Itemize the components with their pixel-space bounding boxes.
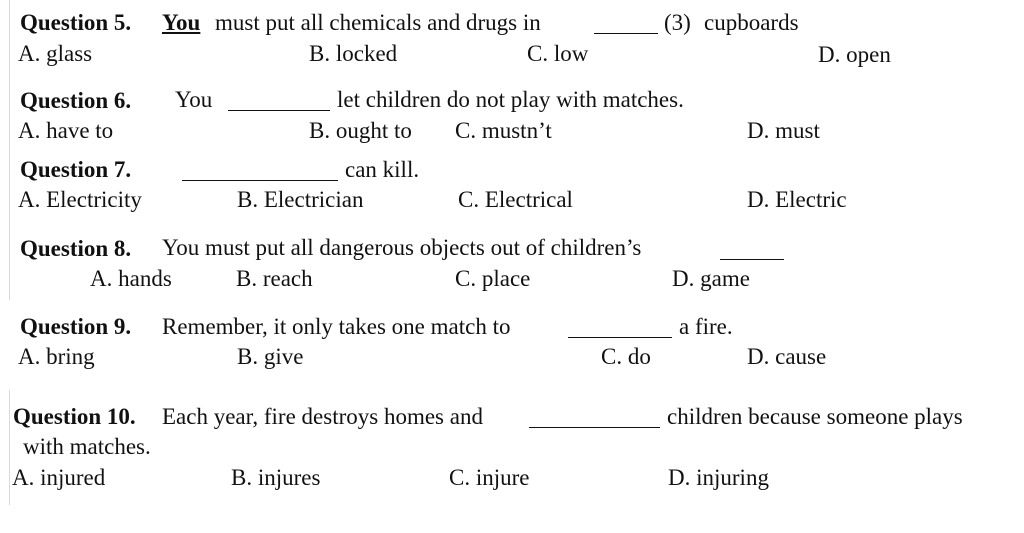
option-c: C. do: [601, 344, 651, 369]
option-a: A. Electricity: [18, 187, 142, 212]
question-label: Question 5.: [20, 10, 132, 35]
question-label: Question 10.: [13, 404, 136, 429]
question-text: can kill.: [345, 157, 420, 182]
question-text: (3): [664, 10, 691, 35]
option-d: D. Electric: [747, 187, 847, 212]
option-b: B. reach: [236, 266, 313, 291]
option-c: C. mustn’t: [455, 118, 552, 143]
question-text: You must put all dangerous objects out of children’s: [162, 235, 642, 260]
question-text: must put all chemicals and drugs in: [215, 10, 541, 35]
question-text: a fire.: [679, 314, 733, 339]
option-b: B. ought to: [309, 118, 412, 143]
question-text: let children do not play with matches.: [337, 87, 684, 112]
answer-blank: [594, 33, 658, 34]
answer-blank: [182, 180, 338, 181]
option-c: C. injure: [449, 465, 530, 490]
emphasized-word: You: [162, 10, 201, 35]
option-a: A. hands: [90, 266, 172, 291]
option-a: A. have to: [18, 118, 114, 143]
question-text: with matches.: [23, 434, 151, 459]
option-d: D. cause: [747, 344, 827, 369]
left-margin-bar: [9, 0, 10, 300]
option-a: A. injured: [12, 465, 106, 490]
question-text: You: [175, 87, 213, 112]
answer-blank: [228, 110, 330, 111]
answer-blank: [720, 259, 784, 260]
option-c: C. place: [455, 266, 531, 291]
question-label: Question 9.: [20, 314, 132, 339]
option-d: D. injuring: [668, 465, 769, 490]
question-label: Question 6.: [20, 88, 132, 113]
left-margin-bar: [9, 390, 10, 505]
option-d: D. game: [672, 266, 750, 291]
question-text: cupboards: [704, 10, 799, 35]
question-text: Each year, fire destroys homes and: [162, 404, 483, 429]
question-label: Question 8.: [20, 236, 132, 261]
answer-blank: [529, 427, 660, 428]
option-d: D. must: [747, 118, 820, 143]
option-a: A. glass: [18, 41, 93, 66]
option-a: A. bring: [18, 344, 95, 369]
option-b: B. locked: [309, 41, 398, 66]
question-text: children because someone plays: [667, 404, 963, 429]
question-label: Question 7.: [20, 157, 132, 182]
option-c: C. Electrical: [458, 187, 573, 212]
option-c: C. low: [527, 41, 589, 66]
option-b: B. give: [237, 344, 304, 369]
option-b: B. Electrician: [237, 187, 364, 212]
answer-blank: [568, 337, 672, 338]
question-text: Remember, it only takes one match to: [162, 314, 511, 339]
option-d: D. open: [818, 42, 891, 67]
option-b: B. injures: [231, 465, 321, 490]
